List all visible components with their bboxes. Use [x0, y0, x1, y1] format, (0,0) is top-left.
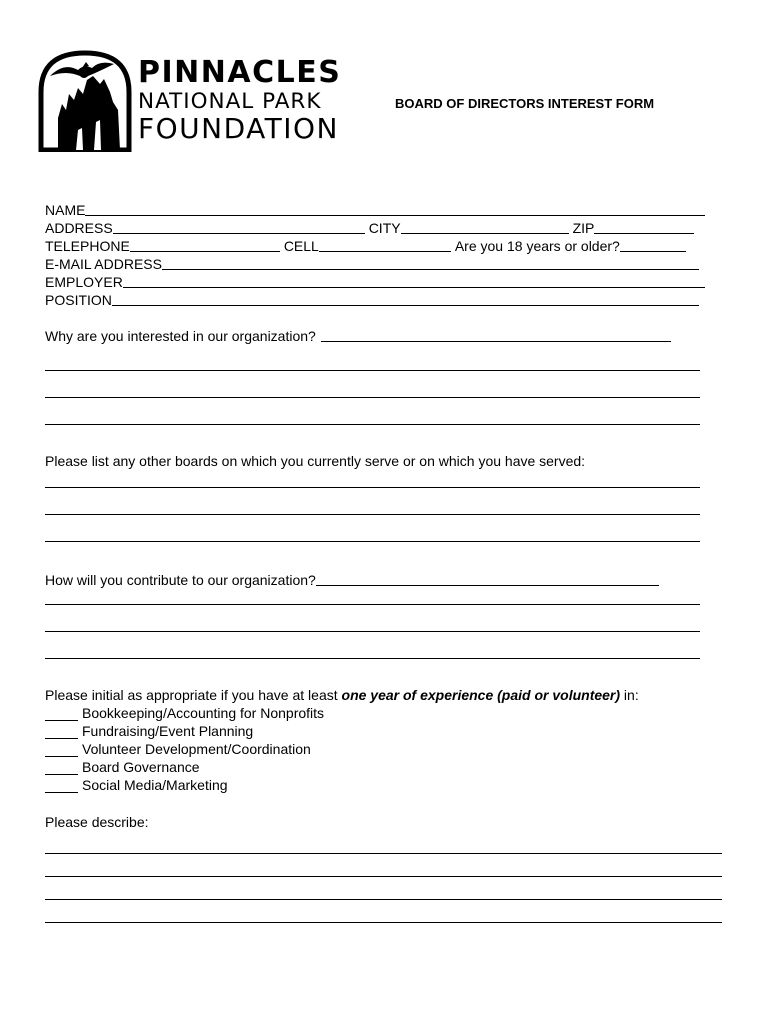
age-question-label: Are you 18 years or older?: [454, 238, 620, 254]
condor-over-pinnacles-icon: [38, 50, 132, 152]
interest-answer-line-3[interactable]: [45, 397, 700, 398]
experience-item: [45, 777, 228, 793]
telephone-input-line[interactable]: [130, 236, 280, 252]
interest-answer-line-2[interactable]: [45, 370, 700, 371]
logo-line-3: FOUNDATION: [138, 111, 339, 145]
experience-item-label: Board Governance: [82, 759, 200, 775]
name-row: [45, 200, 705, 218]
initial-blank[interactable]: [45, 743, 78, 757]
experience-item-label: Bookkeeping/Accounting for Nonprofits: [82, 705, 325, 721]
contribute-answer-line-3[interactable]: [45, 631, 700, 632]
zip-input-line[interactable]: [594, 218, 694, 234]
contribute-question-row: [45, 570, 659, 588]
position-label: POSITION: [45, 292, 112, 308]
experience-item: [45, 705, 324, 721]
initial-blank[interactable]: [45, 725, 78, 739]
employer-row: [45, 272, 705, 290]
initial-blank[interactable]: [45, 707, 78, 721]
experience-item-label: Volunteer Development/Coordination: [82, 741, 311, 757]
address-label: ADDRESS: [45, 220, 113, 236]
contribute-question-label: How will you contribute to our organization?: [45, 572, 316, 588]
name-input-line[interactable]: [85, 200, 705, 216]
initial-blank[interactable]: [45, 761, 78, 775]
foundation-logo: [38, 50, 342, 155]
interest-answer-line[interactable]: [321, 326, 671, 342]
describe-label: Please describe:: [45, 814, 149, 830]
email-row: [45, 254, 699, 272]
city-label: CITY: [368, 220, 401, 236]
address-row: [45, 218, 694, 236]
describe-answer-line-4[interactable]: [45, 922, 722, 923]
form-title: BOARD OF DIRECTORS INTEREST FORM: [395, 96, 655, 111]
email-label: E-MAIL ADDRESS: [45, 256, 162, 272]
interest-question-row: [45, 326, 671, 344]
logo-wordmark: [138, 55, 342, 145]
interest-answer-line-4[interactable]: [45, 424, 700, 425]
experience-intro-emphasis: one year of experience (paid or volunteer): [341, 687, 621, 703]
telephone-label: TELEPHONE: [45, 238, 130, 254]
employer-input-line[interactable]: [123, 272, 705, 288]
boards-question-label: Please list any other boards on which you currently serve or on which you have served:: [45, 453, 586, 469]
position-input-line[interactable]: [112, 290, 699, 306]
experience-item: [45, 741, 311, 757]
experience-item-label: Social Media/Marketing: [82, 777, 228, 793]
experience-intro: [45, 687, 639, 703]
interest-question-label: Why are you interested in our organization?: [45, 328, 316, 344]
boards-answer-line-1[interactable]: [45, 487, 700, 488]
logo-line-1: PINNACLES: [138, 55, 342, 90]
describe-answer-line-3[interactable]: [45, 899, 722, 900]
describe-answer-line-2[interactable]: [45, 876, 722, 877]
city-input-line[interactable]: [401, 218, 569, 234]
experience-item: [45, 723, 253, 739]
experience-item: [45, 759, 200, 775]
cell-label: CELL: [283, 238, 319, 254]
experience-intro-text: Please initial as appropriate if you have at least: [45, 687, 342, 703]
contribute-answer-line-4[interactable]: [45, 658, 700, 659]
boards-answer-line-2[interactable]: [45, 514, 700, 515]
cell-input-line[interactable]: [319, 236, 451, 252]
name-label: NAME: [45, 202, 86, 218]
position-row: [45, 290, 699, 308]
describe-answer-line-1[interactable]: [45, 853, 722, 854]
boards-answer-line-3[interactable]: [45, 541, 700, 542]
experience-intro-end: in:: [620, 687, 639, 703]
employer-label: EMPLOYER: [45, 274, 123, 290]
address-input-line[interactable]: [113, 218, 365, 234]
email-input-line[interactable]: [162, 254, 699, 270]
zip-label: ZIP: [572, 220, 595, 236]
experience-item-label: Fundraising/Event Planning: [82, 723, 254, 739]
contribute-answer-line-2[interactable]: [45, 604, 700, 605]
initial-blank[interactable]: [45, 779, 78, 793]
age-answer-line[interactable]: [620, 236, 686, 252]
contribute-answer-line[interactable]: [316, 570, 659, 586]
logo-line-2: NATIONAL PARK: [138, 89, 322, 114]
telephone-row: [45, 236, 686, 254]
